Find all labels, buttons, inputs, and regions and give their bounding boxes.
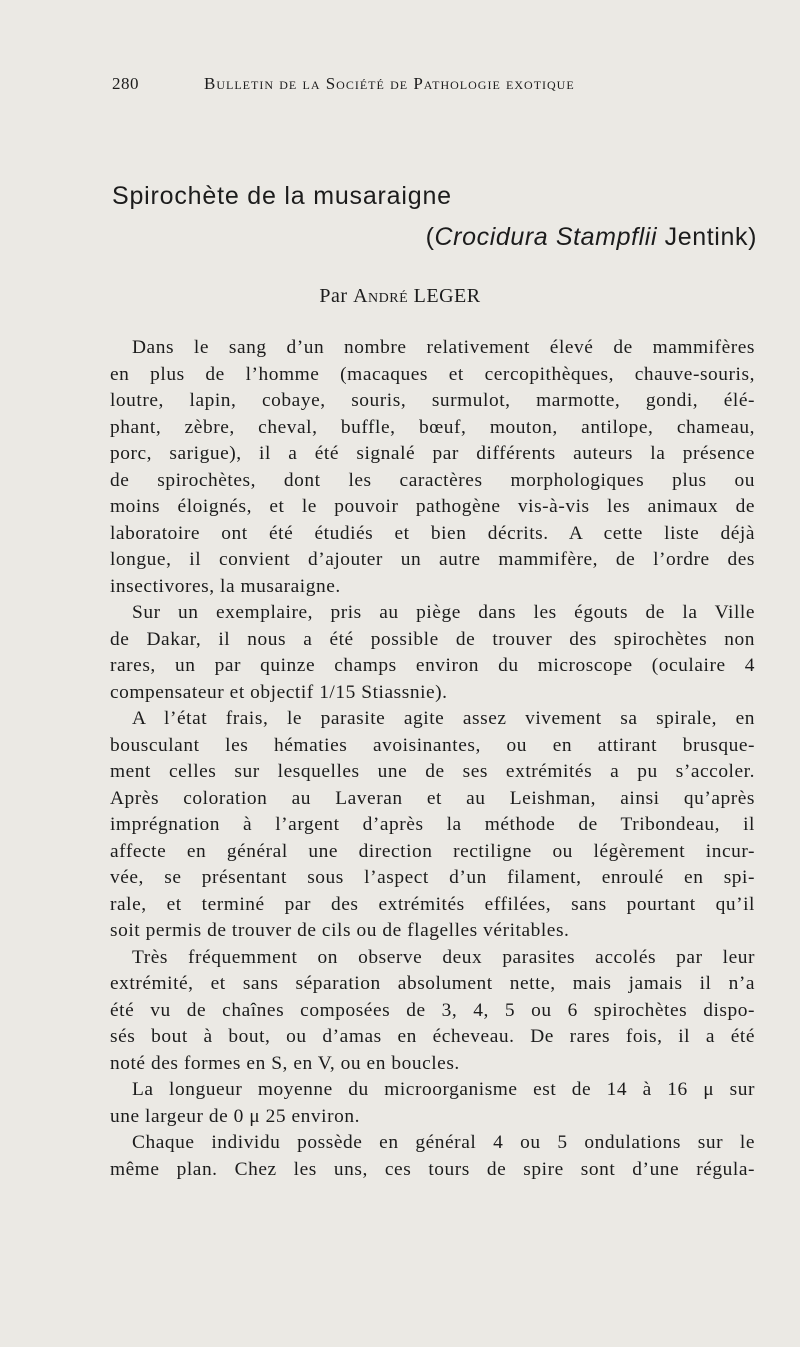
article-title (112, 182, 757, 252)
text-line: Sur un exemplaire, pris au piège dans les égouts de la Ville (132, 602, 755, 623)
text-line: longue, il convient d’ajouter un autre mammifère, de l’ordre des (110, 549, 755, 570)
text-line: vée, se présentant sous l’aspect d’un filament, enroulé en spi- (110, 867, 755, 888)
text-line: ment celles sur lesquelles une de ses extrémités a pu s’accoler. (110, 761, 755, 782)
text-line: de spirochètes, dont les caractères morphologiques plus ou (110, 469, 755, 491)
text-line: A l’état frais, le parasite agite assez vivement sa spirale, en (132, 708, 755, 729)
text-line: Chaque individu possède en général 4 ou 5 ondulations sur le (132, 1132, 755, 1153)
running-head: Bulletin de la Société de Pathologie exotique (204, 74, 575, 93)
text-line: imprégnation à l’argent d’après la méthode de Tribondeau, il (110, 814, 755, 835)
text-line: bousculant les hématies avoisinantes, ou en attirant brusque- (110, 734, 755, 756)
text-line: loutre, lapin, cobaye, souris, surmulot, marmotte, gondi, élé- (110, 390, 755, 411)
text-line: insectivores, la musaraigne. (110, 575, 341, 597)
text-line: La longueur moyenne du microorganisme est de 14 à 16 μ sur (132, 1079, 755, 1100)
text-line: de Dakar, il nous a été possible de trouver des spirochètes non (110, 628, 755, 650)
author-first-name: André (353, 285, 409, 307)
title-open-paren: ( (425, 223, 435, 251)
text-line: rares, un par quinze champs environ du microscope (oculaire 4 (110, 655, 755, 676)
text-line: une largeur de 0 μ 25 environ. (110, 1105, 361, 1127)
text-line: phant, zèbre, cheval, buffle, bœuf, mouton, antilope, chameau, (110, 416, 755, 438)
species-name: Crocidura Stampflii (434, 223, 658, 251)
text-line: noté des formes en S, en V, ou en boucles. (110, 1052, 460, 1074)
text-line: Dans le sang d’un nombre relativement élevé de mammifères (132, 337, 755, 358)
text-line: soit permis de trouver de cils ou de flagelles véritables. (110, 920, 570, 941)
author-last-name: LEGER (408, 285, 481, 307)
text-line: porc, sarigue), il a été signalé par différents auteurs la présence (110, 443, 755, 464)
page-number: 280 (112, 74, 139, 93)
text-line: rale, et terminé par des extrémités effilées, sans pourtant qu’il (110, 893, 755, 915)
text-line: laboratoire ont été étudiés et bien décrits. A cette liste déjà (110, 522, 755, 544)
species-authority: Jentink) (657, 223, 757, 251)
text-line: Après coloration au Laveran et au Leishman, ainsi qu’après (110, 787, 755, 809)
text-line: même plan. Chez les uns, ces tours de spire sont d’une régula- (110, 1158, 755, 1180)
text-line: extrémité, et sans séparation absolument nette, mais jamais il n’a (110, 973, 755, 994)
text-line: Très fréquemment on observe deux parasites accolés par leur (132, 946, 755, 968)
title-line-2 (112, 223, 757, 252)
text-line: compensateur et objectif 1/15 Stiassnie). (110, 681, 448, 703)
byline-prefix: Par (319, 285, 354, 307)
text-line: moins éloignés, et le pouvoir pathogène vis-à-vis les animaux de (110, 496, 755, 517)
text-line: été vu de chaînes composées de 3, 4, 5 ou 6 spirochètes dispo- (110, 999, 755, 1021)
byline (0, 285, 800, 308)
body-text (110, 335, 755, 1183)
title-line-1: Spirochète de la musaraigne (112, 182, 452, 210)
text-line: sés bout à bout, ou d’amas en écheveau. De rares fois, il a été (110, 1026, 755, 1047)
text-line: affecte en général une direction rectiligne ou légèrement incur- (110, 840, 755, 862)
text-line: en plus de l’homme (macaques et cercopithèques, chauve-souris, (110, 363, 755, 385)
